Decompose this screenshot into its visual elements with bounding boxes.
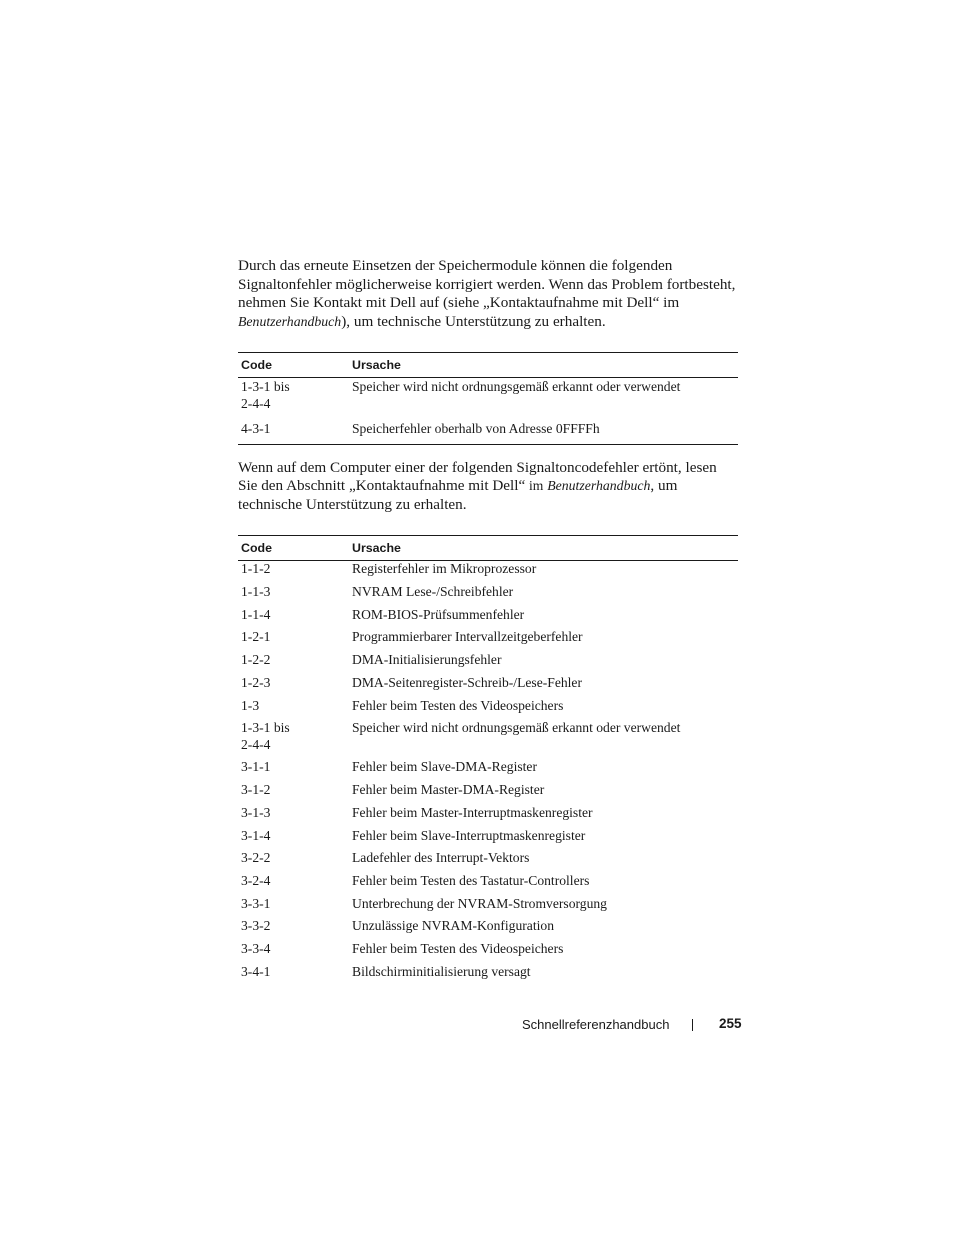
second-text-im: im: [529, 478, 544, 494]
cause-cell: DMA-Seitenregister-Schreib-/Lese-Fehler: [352, 674, 582, 690]
table-row: [238, 828, 738, 844]
code-cell: 1-3-1 bis 2-4-4: [241, 720, 290, 752]
cause-cell: Fehler beim Testen des Videospeichers: [352, 697, 564, 713]
beep-code-table: [238, 535, 738, 980]
footer-title: Schnellreferenzhandbuch: [522, 1017, 670, 1032]
table-row: [238, 421, 738, 437]
cause-cell: Unterbrechung der NVRAM-Stromversorgung: [352, 895, 607, 911]
cause-cell: Fehler beim Testen des Videospeichers: [352, 941, 564, 957]
cause-cell: ROM-BIOS-Prüfsummenfehler: [352, 606, 525, 622]
cause-cell: Bildschirminitialisierung versagt: [352, 963, 531, 979]
footer-divider: [692, 1019, 693, 1031]
intro-paragraph: [238, 257, 738, 331]
memory-beep-code-table: [238, 352, 738, 444]
cause-cell: Fehler beim Master-Interruptmaskenregister: [352, 804, 593, 820]
table-row: [238, 918, 738, 934]
code-cell: 3-1-4: [241, 827, 271, 843]
cause-cell: Unzulässige NVRAM-Konfiguration: [352, 918, 554, 934]
code-cell: 1-2-2: [241, 652, 271, 668]
second-paragraph: [238, 459, 738, 515]
table-body: [238, 378, 738, 444]
code-cell: 3-1-2: [241, 782, 271, 798]
code-cell: 3-1-3: [241, 804, 271, 820]
table-row: [238, 675, 738, 691]
code-cell: 3-1-1: [241, 759, 271, 775]
code-cell: 1-2-3: [241, 674, 271, 690]
table-row: [238, 698, 738, 714]
code-cell: 3-4-1: [241, 963, 271, 979]
table-row: [238, 805, 738, 821]
column-header-code: Code: [241, 358, 272, 373]
table-row: [238, 652, 738, 668]
code-cell: 4-3-1: [241, 421, 271, 437]
column-header-cause: Ursache: [352, 541, 401, 556]
code-cell: 3-3-2: [241, 918, 271, 934]
cause-cell: Fehler beim Master-DMA-Register: [352, 782, 545, 798]
cause-cell: NVRAM Lese-/Schreibfehler: [352, 584, 514, 600]
table-row: [238, 720, 738, 753]
code-cell: 1-3: [241, 697, 260, 713]
cause-cell: Fehler beim Slave-DMA-Register: [352, 759, 537, 775]
second-text: Wenn auf dem Computer einer der folgenden Signaltoncodefehler ertönt, lesen Sie den Abschnitt „Kontaktaufnahme mit Dell“: [238, 458, 717, 495]
table-body: [238, 561, 738, 980]
page-number: 255: [719, 1016, 742, 1031]
table-row: [238, 584, 738, 600]
intro-text-end: ), um technische Unterstützung zu erhalten.: [341, 312, 606, 330]
table-row: [238, 607, 738, 623]
code-cell: 1-2-1: [241, 629, 271, 645]
cause-cell: Speicher wird nicht ordnungsgemäß erkannt oder verwendet: [352, 720, 681, 736]
cause-cell: Fehler beim Testen des Tastatur-Controllers: [352, 872, 590, 888]
table-row: [238, 629, 738, 645]
column-header-cause: Ursache: [352, 358, 401, 373]
second-text-end: , um technische Unterstützung zu erhalten.: [238, 477, 678, 513]
intro-text: Durch das erneute Einsetzen der Speichermodule können die folgenden Signaltonfehler möglicherweise korrigiert werden. Wenn das Problem fortbesteht, nehmen Sie Kontakt mit Dell auf (siehe „Kontaktaufnahme mit Dell“ im: [238, 257, 736, 312]
cause-cell: Fehler beim Slave-Interruptmaskenregister: [352, 827, 586, 843]
cause-cell: Speicherfehler oberhalb von Adresse 0FFFFh: [352, 421, 600, 437]
table-row: [238, 873, 738, 889]
code-cell: 3-3-1: [241, 895, 271, 911]
table-row: [238, 782, 738, 798]
page-content: [238, 257, 738, 986]
cause-cell: Registerfehler im Mikroprozessor: [352, 561, 537, 577]
table-row: [238, 896, 738, 912]
code-cell: 3-2-2: [241, 850, 271, 866]
table-row: [238, 850, 738, 866]
table-row: [238, 759, 738, 775]
code-cell: 1-1-4: [241, 606, 271, 622]
table-row: [238, 964, 738, 980]
code-cell: 1-1-3: [241, 584, 271, 600]
column-header-code: Code: [241, 541, 272, 556]
table-header: [238, 352, 738, 378]
cause-cell: Speicher wird nicht ordnungsgemäß erkannt oder verwendet: [352, 379, 681, 395]
code-cell: 1-3-1 bis 2-4-4: [241, 379, 290, 411]
table-row: [238, 941, 738, 957]
cause-cell: Ladefehler des Interrupt-Vektors: [352, 850, 530, 866]
code-cell: 3-3-4: [241, 941, 271, 957]
intro-italic-title: Benutzerhandbuch: [238, 313, 342, 329]
page-footer: [522, 1015, 742, 1035]
code-cell: 3-2-4: [241, 872, 271, 888]
table-header: [238, 535, 738, 561]
code-cell: 1-1-2: [241, 561, 271, 577]
table-row: [238, 561, 738, 577]
second-italic-title: Benutzerhandbuch: [547, 478, 651, 494]
cause-cell: Programmierbarer Intervallzeitgeberfehler: [352, 629, 583, 645]
table-row: [238, 379, 738, 412]
cause-cell: DMA-Initialisierungsfehler: [352, 652, 502, 668]
